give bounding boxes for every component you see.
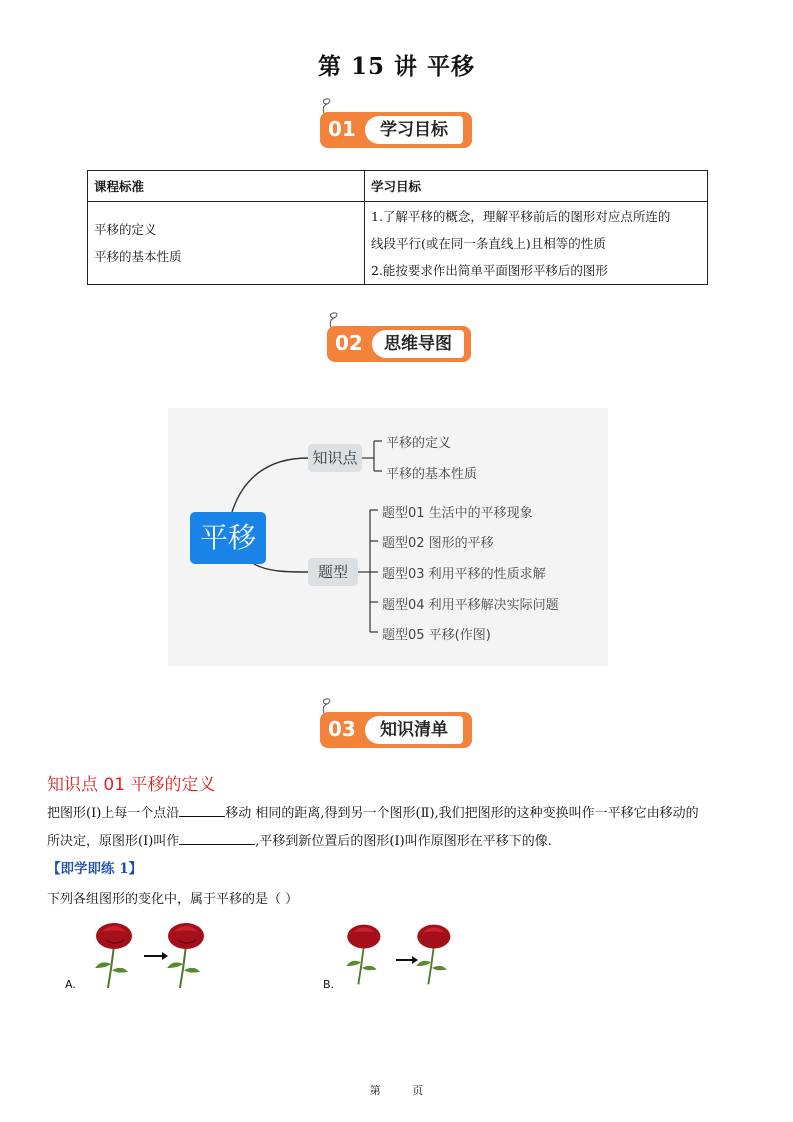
standard-item: 平移的定义 — [94, 222, 157, 237]
standards-cell — [88, 202, 365, 285]
section-number: 01 — [328, 117, 356, 141]
option-label: B. — [323, 978, 335, 991]
section-number: 02 — [335, 331, 363, 355]
objective-line: 线段平行(或在同一条直线上)且相等的性质 — [371, 235, 606, 251]
knowledge-point-title: 知识点 01 平移的定义 — [47, 775, 216, 795]
mind-map-leaf: 题型02 图形的平移 — [382, 536, 494, 551]
section-label: 学习目标 — [365, 116, 463, 144]
mind-map-leaf: 平移的定义 — [386, 436, 452, 451]
text-segment: 移动 相同的距离,得到另一个图形(Ⅱ),我们把图形的这种变换叫作一平移它由移动的 — [225, 806, 699, 821]
standard-item: 平移的基本性质 — [94, 249, 182, 264]
rose-icon — [167, 923, 204, 988]
rose-icon — [416, 925, 450, 985]
section-badge-01 — [320, 104, 472, 150]
objective-line: 1.了解平移的概念，理解平移前后的图形对应点所连的 — [371, 208, 671, 224]
practice-question: 下列各组图形的变化中，属于平移的是（ ） — [47, 892, 299, 907]
rose-translation-figure — [62, 918, 232, 998]
mind-map-root: 平移 — [190, 512, 266, 564]
rose-translation-figure — [320, 918, 480, 998]
section-label: 知识清单 — [365, 716, 463, 744]
section-badge-02 — [327, 318, 479, 364]
option-a[interactable] — [62, 918, 232, 998]
page-footer: 第 页 — [369, 1084, 424, 1097]
option-b[interactable] — [320, 918, 480, 998]
mind-map-leaf: 题型01 生活中的平移现象 — [382, 506, 533, 521]
objectives-cell — [365, 202, 708, 285]
mind-map — [168, 408, 608, 666]
text-segment: ,平移到新位置后的图形(Ⅰ)叫作原图形在平移下的像. — [255, 834, 552, 849]
text-segment: 所决定，原图形(Ⅰ)叫作 — [47, 834, 180, 849]
mind-map-leaf: 平移的基本性质 — [386, 467, 478, 482]
definition-line-1 — [47, 800, 752, 828]
mind-map-branch: 题型 — [308, 558, 358, 586]
mind-map-leaf: 题型05 平移(作图) — [382, 628, 491, 643]
goals-table — [87, 170, 708, 285]
rose-icon — [95, 923, 132, 988]
fill-blank — [179, 830, 255, 845]
text-segment: 把图形(Ⅰ)上每一个点沿 — [47, 806, 180, 821]
practice-label: 【即学即练 1】 — [47, 861, 143, 877]
page-title: 第 15 讲 平移 — [317, 53, 476, 80]
fill-blank — [179, 802, 225, 817]
mind-map-leaf: 题型04 利用平移解决实际问题 — [382, 598, 559, 613]
mind-map-branch: 知识点 — [308, 444, 362, 472]
rose-icon — [346, 925, 380, 985]
objective-line: 2.能按要求作出简单平面图形平移后的图形 — [371, 262, 608, 278]
mind-map-leaf: 题型03 利用平移的性质求解 — [382, 567, 546, 582]
section-label: 思维导图 — [372, 330, 464, 358]
arrow-icon — [396, 956, 418, 964]
arrow-icon — [144, 952, 168, 960]
section-number: 03 — [328, 717, 356, 741]
definition-line-2 — [47, 828, 752, 856]
table-header-standard: 课程标准 — [88, 171, 365, 202]
table-header-objective: 学习目标 — [365, 171, 708, 202]
section-badge-03 — [320, 704, 472, 750]
option-label: A. — [65, 978, 76, 991]
